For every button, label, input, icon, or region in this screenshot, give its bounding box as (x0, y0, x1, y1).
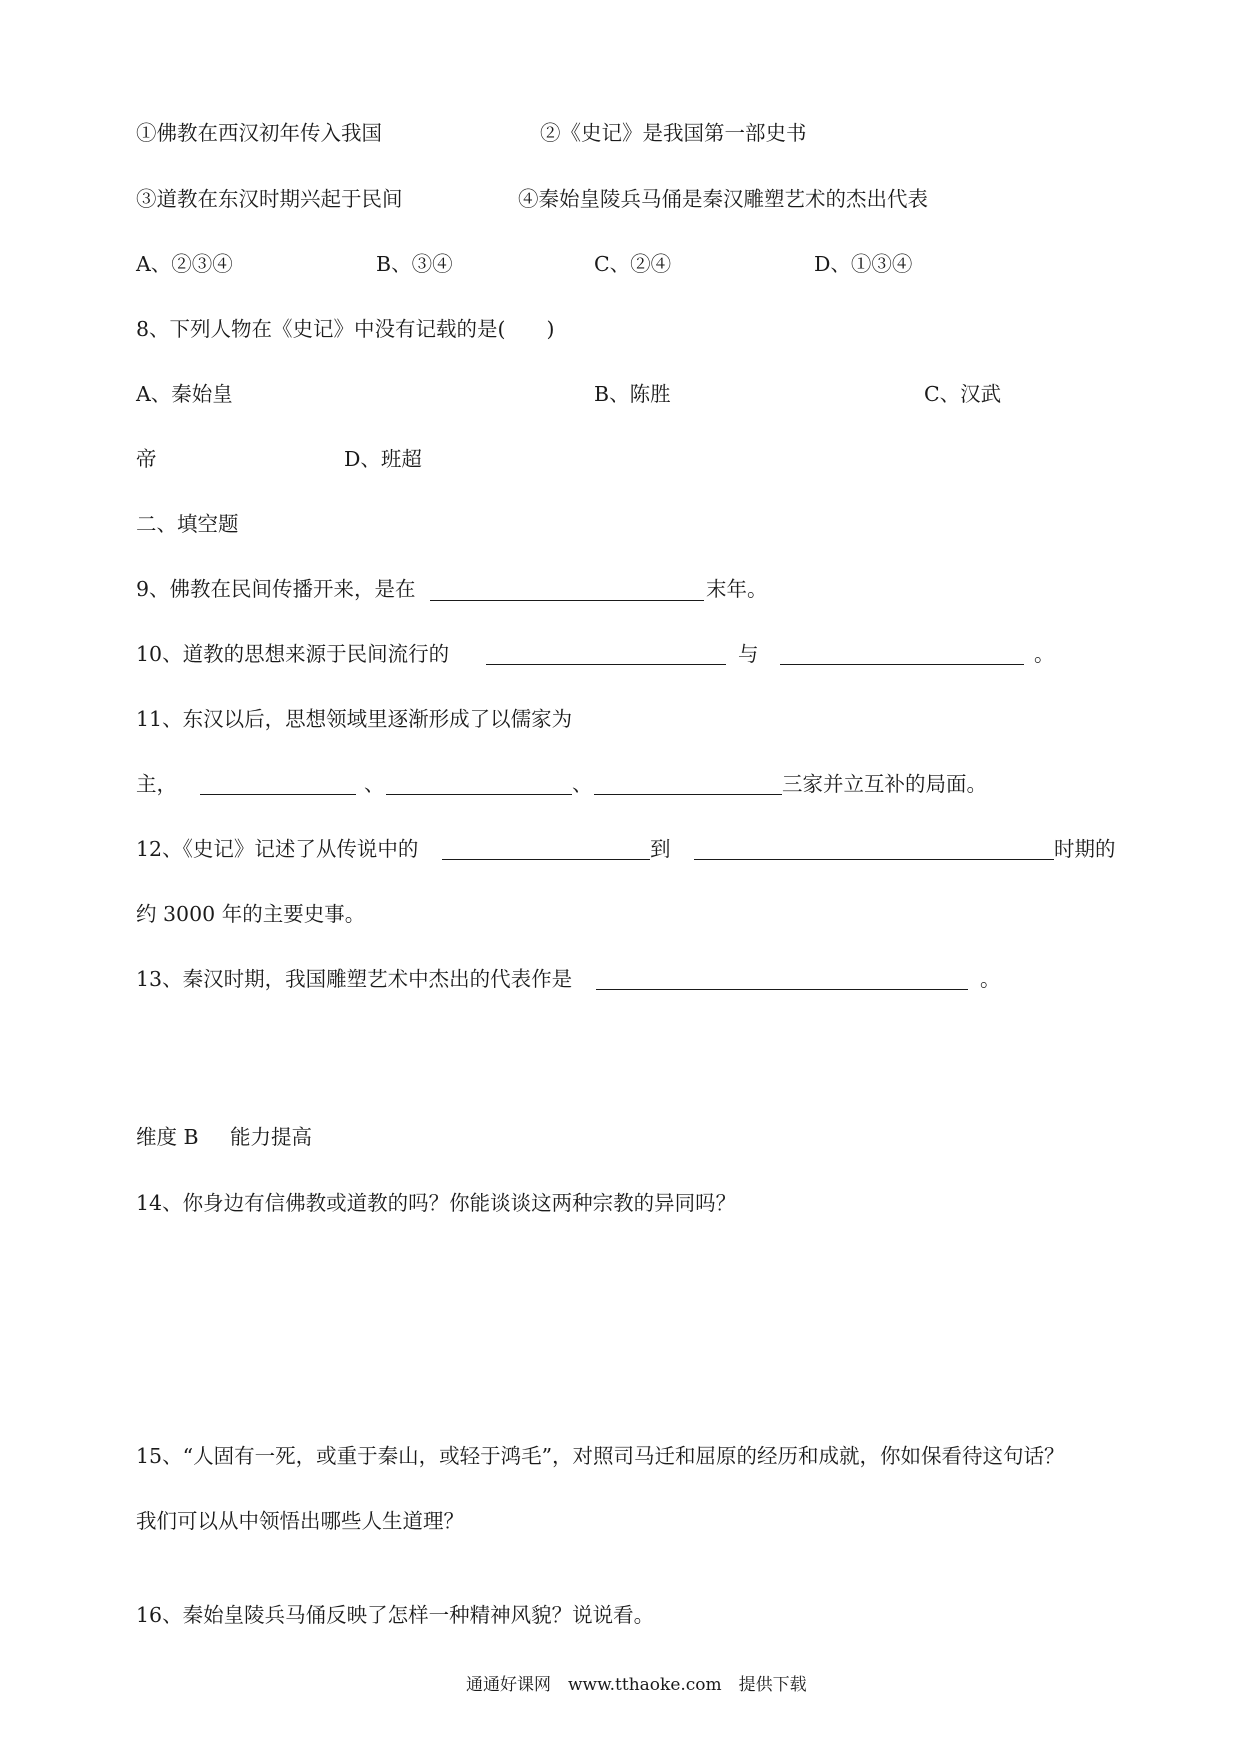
q7-choice-d: D、①③④ (814, 252, 913, 276)
section-fill-blank-title: 二、填空题 (136, 512, 239, 536)
q11-blank-1[interactable] (200, 794, 356, 795)
q11-blank-2[interactable] (386, 794, 572, 795)
section-b-label: 维度 B (136, 1125, 199, 1149)
q7-choice-b: B、③④ (376, 252, 453, 276)
q11-text-cont: 主， (136, 772, 177, 796)
q11-text: 11、东汉以后，思想领域里逐渐形成了以儒家为 (136, 707, 573, 731)
statement-3: ③道教在东汉时期兴起于民间 (136, 187, 403, 211)
statement-1: ①佛教在西汉初年传入我国 (136, 121, 382, 145)
page-footer: 通通好课网 www.tthaoke.com 提供下载 (466, 1675, 807, 1695)
q13-text: 13、秦汉时期，我国雕塑艺术中杰出的代表作是 (136, 967, 573, 991)
q11-text-end: 三家并立互补的局面。 (782, 772, 987, 796)
q9-blank[interactable] (430, 600, 704, 601)
statement-2: ②《史记》是我国第一部史书 (540, 121, 807, 145)
q8-choice-a: A、秦始皇 (136, 382, 233, 406)
q8-choice-c-continued: 帝 (136, 447, 157, 471)
q8-choice-d: D、班超 (344, 447, 422, 471)
q15-text-cont: 我们可以从中领悟出哪些人生道理？ (136, 1509, 464, 1533)
q9-text: 9、佛教在民间传播开来，是在 (136, 577, 416, 601)
q9-text-end: 末年。 (706, 577, 768, 601)
section-b-title: 能力提高 (230, 1125, 312, 1149)
q12-text-end: 时期的 (1054, 837, 1116, 861)
q14-text: 14、你身边有信佛教或道教的吗？你能谈谈这两种宗教的异同吗？ (136, 1191, 737, 1215)
q13-period: 。 (980, 967, 1001, 991)
q11-blank-3[interactable] (594, 794, 782, 795)
q10-connector: 与 (738, 642, 759, 666)
q11-separator-2: 、 (572, 772, 593, 796)
q8-choice-c: C、汉武 (924, 382, 1002, 406)
q12-blank-1[interactable] (442, 859, 650, 860)
q8-question: 8、下列人物在《史记》中没有记载的是( ) (136, 317, 555, 341)
q7-choice-a: A、②③④ (136, 252, 233, 276)
q16-text: 16、秦始皇陵兵马俑反映了怎样一种精神风貌？说说看。 (136, 1603, 655, 1627)
q8-choice-b: B、陈胜 (594, 382, 671, 406)
q7-choice-c: C、②④ (594, 252, 672, 276)
q10-period: 。 (1034, 642, 1055, 666)
q11-separator-1: 、 (364, 772, 385, 796)
q10-blank-1[interactable] (486, 664, 726, 665)
q10-text: 10、道教的思想来源于民间流行的 (136, 642, 450, 666)
q10-blank-2[interactable] (780, 664, 1024, 665)
q13-blank[interactable] (596, 989, 968, 990)
statement-4: ④秦始皇陵兵马俑是秦汉雕塑艺术的杰出代表 (518, 187, 928, 211)
q12-connector: 到 (650, 837, 671, 861)
q12-text: 12、《史记》记述了从传说中的 (136, 837, 419, 861)
q12-blank-2[interactable] (694, 859, 1054, 860)
q12-text-cont: 约 3000 年的主要史事。 (136, 902, 366, 926)
q15-text: 15、“人固有一死，或重于秦山，或轻于鸿毛”，对照司马迁和屈原的经历和成就，你如保看待这句话？ (136, 1444, 1065, 1468)
